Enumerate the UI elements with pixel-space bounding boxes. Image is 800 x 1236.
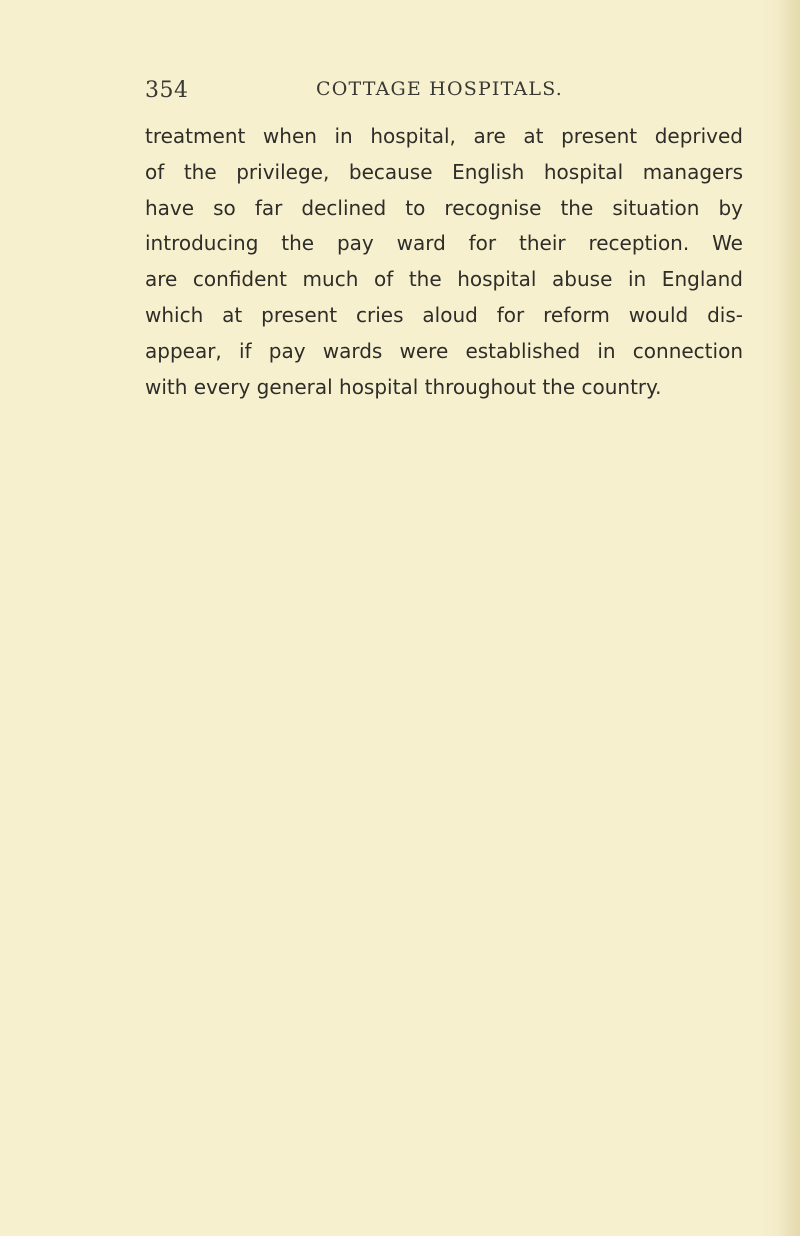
text-line: have so far declined to recognise the situation by — [145, 195, 743, 220]
running-head — [145, 78, 745, 108]
running-title: COTTAGE HOSPITALS. — [316, 78, 563, 100]
text-line: introducing the pay ward for their reception. We — [145, 231, 743, 256]
page-number: 354 — [145, 78, 189, 103]
text-line: appear, if pay wards were established in connection — [145, 338, 743, 363]
page-edge-shadow — [778, 0, 800, 1236]
text-line: of the privilege, because English hospital managers — [145, 159, 743, 184]
text-line: treatment when in hospital, are at present deprived — [145, 124, 743, 148]
text-line: which at present cries aloud for reform would dis- — [145, 302, 743, 327]
text-line: are confident much of the hospital abuse in England — [145, 267, 743, 292]
text-line: with every general hospital throughout the country. — [145, 374, 662, 399]
body-paragraph — [145, 119, 745, 405]
